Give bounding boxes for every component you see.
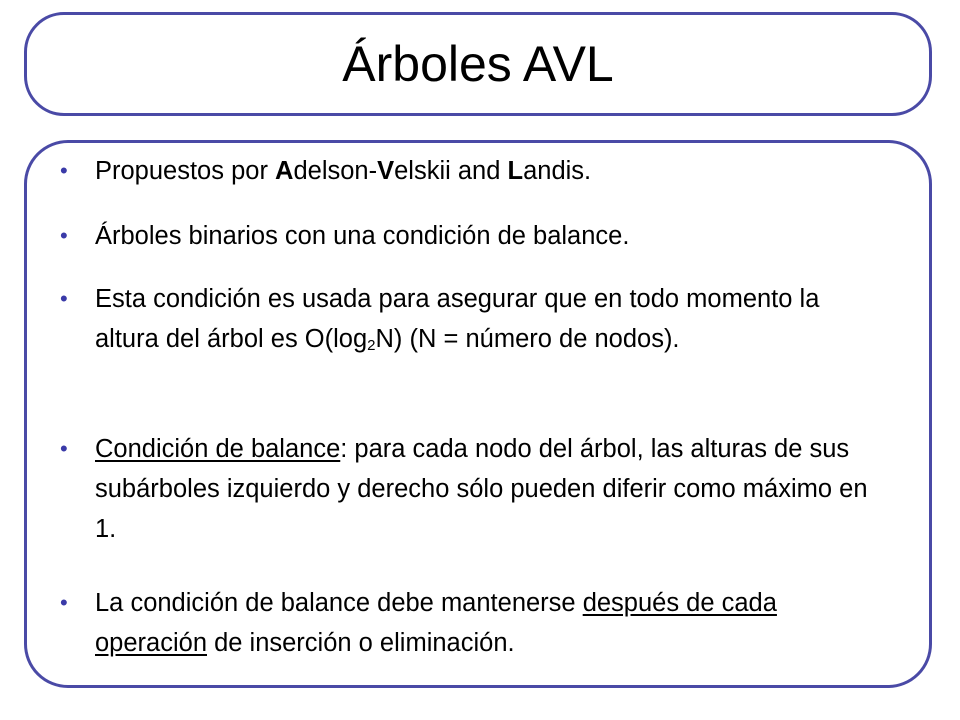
b5-pre: La condición de balance debe mantenerse — [95, 589, 583, 617]
bullet-dot-icon: • — [60, 286, 68, 311]
bullet-dot-icon: • — [60, 436, 68, 461]
b1-v-bold: V — [377, 157, 395, 185]
slide-title: Árboles AVL — [342, 36, 614, 92]
bullet-dot-icon: • — [60, 158, 68, 183]
b3-mid: N — [375, 325, 394, 353]
bullet-item-3 — [60, 279, 889, 359]
bullet-text-2: Árboles binarios con una condición de balance. — [95, 222, 630, 250]
b1-v-rest: elskii and — [394, 157, 508, 185]
b3-post: ) (N = número de nodos). — [393, 325, 680, 353]
b3-pre: Esta condición es usada para asegurar que en todo momento la altura del árbol es O(log — [95, 285, 820, 353]
b1-pre: Propuestos por — [95, 157, 276, 185]
b4-underlined: Condición de balance — [95, 435, 341, 463]
b3-subscript: 2 — [367, 337, 376, 354]
title-box — [24, 12, 932, 116]
bullet-text-4 — [95, 429, 889, 549]
b4-rest: : para cada nodo del árbol, las alturas de sus subárboles izquierdo y derecho sólo pueden diferir como máximo en 1. — [95, 435, 868, 543]
b5-underlined: después de cada operación — [95, 589, 777, 657]
b1-a-rest: delson- — [293, 157, 378, 185]
bullet-dot-icon: • — [60, 590, 68, 615]
b1-a-bold: A — [275, 157, 294, 185]
b5-post: de inserción o eliminación. — [207, 629, 515, 657]
b1-l-rest: andis. — [523, 157, 592, 185]
bullet-dot-icon: • — [60, 223, 68, 248]
bullet-text-3 — [95, 279, 889, 359]
bullet-text-5 — [95, 583, 889, 663]
bullet-item-4 — [60, 429, 889, 549]
bullet-item-2 — [60, 216, 889, 256]
bullet-item-1 — [60, 151, 889, 191]
b1-l-bold: L — [507, 157, 524, 185]
content-box — [24, 140, 932, 688]
bullet-item-5 — [60, 583, 889, 663]
bullet-text-1 — [95, 151, 889, 191]
